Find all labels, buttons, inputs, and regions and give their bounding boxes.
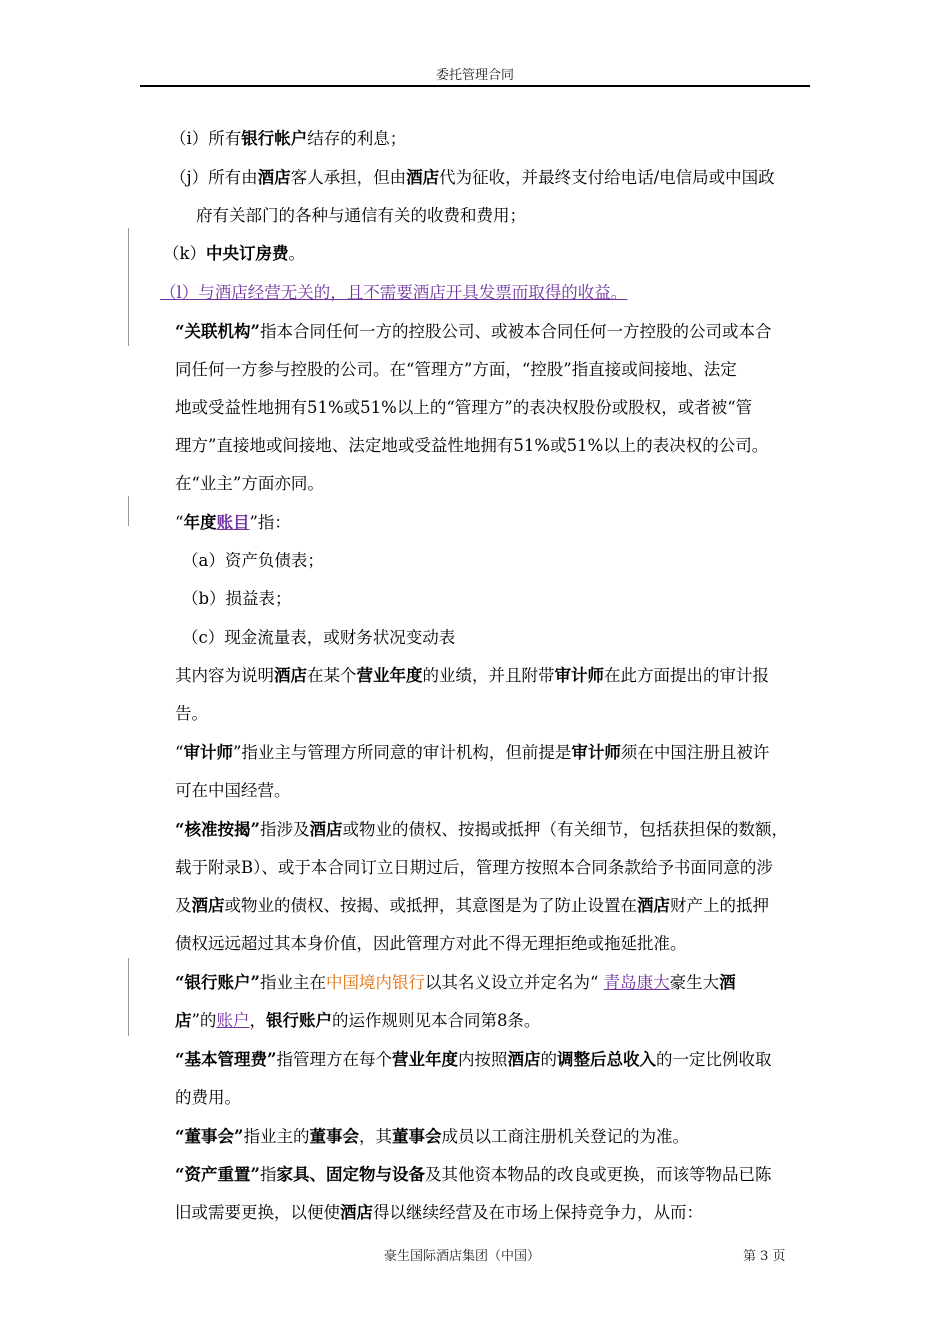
term: 调整后总收入 xyxy=(556,1050,656,1069)
defined-term: 年度 xyxy=(183,513,217,532)
affiliate-line4: 理方”直接地或间接地、法定地或受益性地拥有51%或51%以上的表决权的公司。 xyxy=(175,436,769,455)
affiliate-line3: 地或受益性地拥有51%或51%以上的“管理方”的表决权股份或股权，或者被“管 xyxy=(175,398,753,417)
bank-account-line2 xyxy=(175,1009,540,1033)
annual-item-c: （c）现金流量表，或财务状况变动表 xyxy=(182,628,456,647)
text: 的运作规则见本合同第8条。 xyxy=(331,1011,541,1030)
revised-text: 青岛康大 xyxy=(603,973,670,992)
text: 客人承担，但由 xyxy=(290,168,407,187)
text: 在此方面提出的审计报 xyxy=(604,666,769,685)
text: 或物业的债权、按揭、或抵押，其意图是为了防止设置在 xyxy=(224,896,637,915)
text: 或物业的债权、按揭或抵押（有关细节，包括获担保的数额， xyxy=(342,820,788,839)
text: 指业主在 xyxy=(259,973,326,992)
revised-text: 账户 xyxy=(216,1011,250,1030)
defined-term: “核准按揭” xyxy=(175,820,260,839)
text: “ xyxy=(175,513,184,532)
text: 须在中国注册且被许 xyxy=(620,743,770,762)
term: 家具、固定物与设备 xyxy=(276,1165,425,1184)
text: 旧或需要更换，以便使 xyxy=(175,1203,340,1222)
term: 酒店 xyxy=(637,896,670,915)
highlighted-text: 中国境内银行 xyxy=(325,973,425,992)
term: 董事会 xyxy=(309,1127,359,1146)
term: 董事会 xyxy=(391,1127,442,1146)
text: 内按照 xyxy=(457,1050,508,1069)
term: 酒店 xyxy=(406,168,440,187)
revised-term: 账目 xyxy=(216,513,250,532)
footer-company: 豪生国际酒店集团（中国） xyxy=(384,1249,541,1264)
term: 酒店 xyxy=(340,1203,373,1222)
text: ，其 xyxy=(358,1127,392,1146)
text: 的 xyxy=(540,1050,557,1069)
item-k xyxy=(163,242,305,266)
text: （k） xyxy=(163,244,206,263)
text: 指管理方在每个 xyxy=(276,1050,392,1069)
item-j-line1 xyxy=(170,166,775,190)
text: 及 xyxy=(175,896,192,915)
bank-account-line1 xyxy=(175,971,736,995)
encumbrance-line3 xyxy=(175,894,769,918)
annual-item-a: （a）资产负债表； xyxy=(182,551,324,570)
term: 酒店 xyxy=(191,896,225,915)
text: ” xyxy=(232,743,242,762)
term: 酒店 xyxy=(257,168,291,187)
text: ， xyxy=(249,1011,266,1030)
text: 豪生大 xyxy=(669,973,720,992)
defined-term: “关联机构” xyxy=(175,322,260,341)
revision-bar xyxy=(128,958,129,1036)
item-j-line2: 府有关部门的各种与通信有关的收费和费用； xyxy=(196,206,526,225)
text: 结存的利息； xyxy=(307,129,407,148)
defined-term: “资产重置” xyxy=(175,1165,260,1184)
text: ”指： xyxy=(249,513,291,532)
text: 的一定比例收取 xyxy=(655,1050,772,1069)
replacement-line1 xyxy=(175,1163,771,1187)
text: “ xyxy=(175,743,184,762)
annual-accounts-title xyxy=(175,511,291,535)
defined-term: “董事会” xyxy=(175,1127,244,1146)
base-fee-line1 xyxy=(175,1048,771,1072)
base-fee-line2: 的费用。 xyxy=(175,1088,241,1107)
text: （j）所有由 xyxy=(170,168,258,187)
auditor-line2: 可在中国经营。 xyxy=(175,781,291,800)
term: 银行账户 xyxy=(265,1011,332,1030)
board-line1 xyxy=(175,1125,689,1149)
item-l-inserted: （l）与酒店经营无关的，且不需要酒店开具发票而取得的收益。 xyxy=(160,283,628,302)
revision-bar xyxy=(128,496,129,526)
annual-item-b: （b）损益表； xyxy=(182,589,292,608)
header-rule xyxy=(140,85,810,87)
term: 审计师 xyxy=(571,743,621,762)
text: 其内容为说明 xyxy=(175,666,274,685)
term: 中央订房费 xyxy=(206,244,289,263)
text: 成员以工商注册机关登记的为准。 xyxy=(441,1127,689,1146)
encumbrance-line4: 债权远远超过其本身价值，因此管理方对此不得无理拒绝或拖延批准。 xyxy=(175,934,687,953)
annual-para-line2: 告。 xyxy=(175,704,208,723)
encumbrance-line1 xyxy=(175,818,788,842)
text: 指涉及 xyxy=(259,820,310,839)
encumbrance-line2: 载于附录B）、或于本合同订立日期过后，管理方按照本合同条款给予书面同意的涉 xyxy=(175,858,773,877)
term: 酒店 xyxy=(507,1050,541,1069)
item-i xyxy=(170,127,406,151)
text: 财产上的抵押 xyxy=(670,896,769,915)
text: 。 xyxy=(288,244,305,263)
text: ”的 xyxy=(191,1011,217,1030)
text: 指业主的 xyxy=(243,1127,310,1146)
text: 的业绩，并且附带 xyxy=(422,666,555,685)
affiliate-line5: 在“业主”方面亦同。 xyxy=(175,474,324,493)
defined-term: “基本管理费” xyxy=(175,1050,277,1069)
term: 营业年度 xyxy=(356,666,423,685)
term: 银行帐户 xyxy=(241,129,308,148)
annual-para-line1 xyxy=(175,664,769,688)
text: 得以继续经营及在市场上保持竞争力，从而： xyxy=(373,1203,703,1222)
term: 酒 xyxy=(719,973,736,992)
text: 在某个 xyxy=(307,666,357,685)
text: 指 xyxy=(259,1165,277,1184)
replacement-line2 xyxy=(175,1201,703,1225)
text: 及其他资本物品的改良或更换，而该等物品已陈 xyxy=(424,1165,772,1184)
term: 营业年度 xyxy=(391,1050,458,1069)
footer-page-number: 第 3 页 xyxy=(743,1249,786,1264)
auditor-line1 xyxy=(175,741,769,765)
text: 指本合同任何一方的控股公司、或被本合同任何一方控股的公司或本合 xyxy=(259,322,772,341)
term: 店 xyxy=(175,1011,192,1030)
text: 以其名义设立并定名为“ xyxy=(424,973,599,992)
text: 指业主与管理方所同意的审计机构，但前提是 xyxy=(241,743,572,762)
defined-term: 审计师 xyxy=(183,743,233,762)
text: （i）所有 xyxy=(170,129,242,148)
affiliate-line2: 同任何一方参与控股的公司。在“管理方”方面，“控股”指直接或间接地、法定 xyxy=(175,360,737,379)
affiliate-line1 xyxy=(175,320,771,344)
term: 审计师 xyxy=(554,666,604,685)
term: 酒店 xyxy=(309,820,343,839)
term: 酒店 xyxy=(274,666,307,685)
page-header: 委托管理合同 xyxy=(435,68,514,83)
text: 代为征收，并最终支付给电话/电信局或中国政 xyxy=(439,168,775,187)
revision-bar xyxy=(128,228,129,346)
defined-term: “银行账户” xyxy=(175,973,260,992)
